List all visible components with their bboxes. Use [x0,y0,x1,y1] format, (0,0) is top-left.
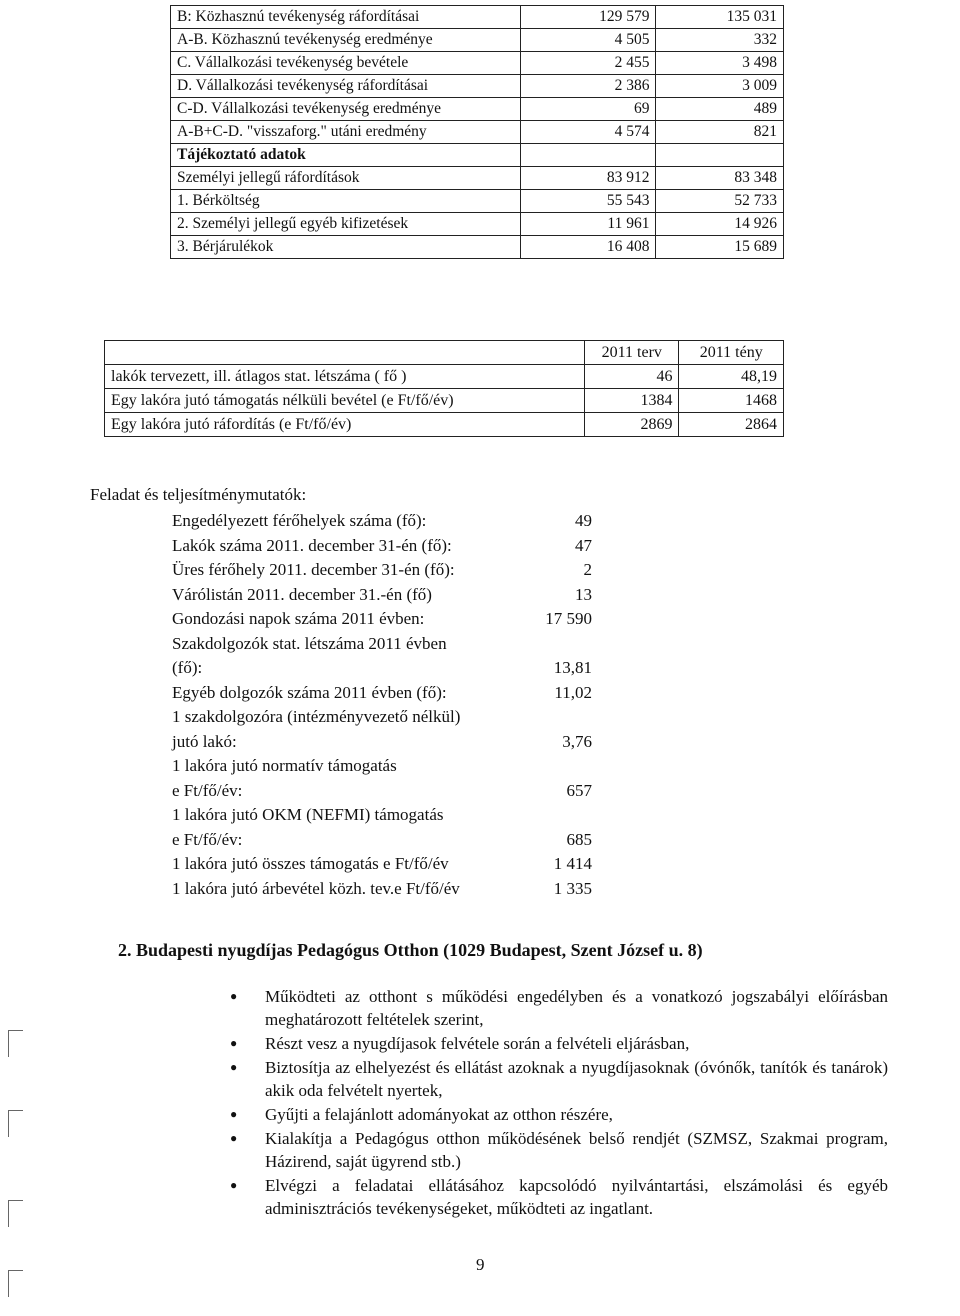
indicator-value: 1 414 [553,854,592,873]
row-label: C. Vállalkozási tevékenység bevétele [171,52,521,75]
row-label: Egy lakóra jutó támogatás nélküli bevétel (e Ft/fő/év) [105,389,585,413]
indicator-row [172,730,592,755]
indicator-value: 13,81 [553,658,592,677]
section-title: 2. Budapesti nyugdíjas Pedagógus Otthon (1029 Budapest, Szent József u. 8) [118,940,703,960]
indicator-row [172,558,592,583]
table-header-row [105,341,784,365]
cell-value: 46 [585,365,679,389]
list-item: ● Gyűjti a felajánlott adományokat az otthon részére, [230,1103,888,1126]
row-label: 2. Személyi jellegű egyéb kifizetések [171,213,521,236]
cell-value: 48,19 [679,365,784,389]
cell-value: 4 505 [520,29,656,52]
row-label: C-D. Vállalkozási tevékenység eredménye [171,98,521,121]
scan-margin-mark [8,1200,23,1227]
cell-value: 69 [520,98,656,121]
cell-value: 83 348 [656,167,784,190]
table-row [171,213,784,236]
indicator-label: Gondozási napok száma 2011 évben: [172,609,425,628]
indicator-value: 47 [575,535,592,555]
indicator-label-line: 1 szakdolgozóra (intézményvezető nélkül) [172,707,461,726]
indicator-row [172,509,592,534]
table-row [105,413,784,437]
header-empty-cell [105,341,585,365]
table-row [171,75,784,98]
cell-value: 3 498 [656,52,784,75]
page-number: 9 [476,1255,485,1274]
indicator-value: 13 [575,584,592,604]
cell-value [656,144,784,167]
table-row [171,236,784,259]
indicator-value: 2 [583,560,592,579]
table-row [171,29,784,52]
table-row [171,6,784,29]
cell-value: 16 408 [520,236,656,259]
cell-value: 4 574 [520,121,656,144]
indicator-row [172,607,592,632]
indicator-label: Üres férőhely 2011. december 31-én (fő): [172,560,455,579]
table-row [105,365,784,389]
cell-value: 135 031 [656,6,784,29]
row-label: A-B+C-D. "visszaforg." utáni eredmény [171,121,521,144]
scan-margin-mark [8,1110,23,1137]
list-item: ● Elvégzi a feladatai ellátásához kapcsolódó nyilvántartási, elszámolási és egyéb adminisztrációs tevékenységeket, működteti az ingatlant. [230,1174,888,1220]
indicator-label-line: Szakdolgozók stat. létszáma 2011 évben [172,633,447,653]
indicator-label: e Ft/fő/év: [172,829,243,849]
indicator-row [172,877,592,902]
indicator-label-line: 1 lakóra jutó normatív támogatás [172,756,397,775]
cell-value [520,144,656,167]
task-list [230,985,888,1221]
indicator-value: 1 335 [553,878,592,898]
indicator-label: 1 lakóra jutó összes támogatás e Ft/fő/év [172,854,449,873]
column-header: 2011 terv [585,341,679,365]
indicator-label: (fő): [172,658,203,677]
indicator-value: 3,76 [562,731,592,751]
cell-value: 332 [656,29,784,52]
row-label: 3. Bérjárulékok [171,236,521,259]
indicator-value: 657 [566,780,592,800]
table-row [171,121,784,144]
cell-value: 2 455 [520,52,656,75]
cell-value: 11 961 [520,213,656,236]
residents-table [104,340,784,437]
cell-value: 55 543 [520,190,656,213]
row-label: 1. Bérköltség [171,190,521,213]
indicator-value: 685 [566,829,592,849]
indicator-label: Engedélyezett férőhelyek száma (fő): [172,511,427,530]
cell-value: 15 689 [656,236,784,259]
indicators-heading: Feladat és teljesítménymutatók: [90,485,307,504]
list-item: ● Részt vesz a nyugdíjasok felvétele során a felvételi eljárásban, [230,1032,888,1055]
row-label: Egy lakóra jutó ráfordítás (e Ft/fő/év) [105,413,585,437]
indicator-label: Lakók száma 2011. december 31-én (fő): [172,535,452,555]
indicators-list [172,509,592,901]
cell-value: 489 [656,98,784,121]
indicator-label-line: 1 lakóra jutó OKM (NEFMI) támogatás [172,805,444,824]
cell-value: 3 009 [656,75,784,98]
row-label: Tájékoztató adatok [171,144,521,167]
cell-value: 1468 [679,389,784,413]
table-row [171,190,784,213]
cell-value: 2864 [679,413,784,437]
indicator-row [172,656,592,681]
indicator-label: e Ft/fő/év: [172,780,243,800]
table-row [171,167,784,190]
indicator-value: 49 [575,511,592,530]
scan-margin-mark [8,1270,23,1297]
indicator-row [172,681,592,706]
indicator-value: 11,02 [554,682,592,702]
indicator-row [172,779,592,804]
table-row [171,52,784,75]
row-label: D. Vállalkozási tevékenység ráfordításai [171,75,521,98]
list-item: ● Működteti az otthont s működési engedélyben és a vonatkozó jogszabályi előírásban meghatározott feltételek szerint, [230,985,888,1031]
financial-table [170,5,784,259]
row-label: A-B. Közhasznú tevékenység eredménye [171,29,521,52]
cell-value: 14 926 [656,213,784,236]
list-item: ● Kialakítja a Pedagógus otthon működésének belső rendjét (SZMSZ, Szakmai program, Házirend, saját ügyrend stb.) [230,1127,888,1173]
table-section-heading [171,144,784,167]
row-label: B: Közhasznú tevékenység ráfordításai [171,6,521,29]
indicator-label: jutó lakó: [172,731,237,751]
cell-value: 821 [656,121,784,144]
indicator-row [172,534,592,559]
indicator-label: 1 lakóra jutó árbevétel közh. tev.e Ft/fő/év [172,878,460,898]
cell-value: 83 912 [520,167,656,190]
table-row [105,389,784,413]
indicator-row [172,583,592,608]
list-item: ● Biztosítja az elhelyezést és ellátást azoknak a nyugdíjasoknak (óvónők, tanítók és tanárok) akik oda felvételt nyertek, [230,1056,888,1102]
scan-margin-mark [8,1030,23,1057]
cell-value: 2869 [585,413,679,437]
cell-value: 129 579 [520,6,656,29]
cell-value: 1384 [585,389,679,413]
indicator-label: Várólistán 2011. december 31.-én (fő) [172,584,432,604]
row-label: Személyi jellegű ráfordítások [171,167,521,190]
column-header: 2011 tény [679,341,784,365]
indicator-row [172,852,592,877]
row-label: lakók tervezett, ill. átlagos stat. létszáma ( fő ) [105,365,585,389]
cell-value: 2 386 [520,75,656,98]
indicator-value: 17 590 [545,609,592,628]
indicator-row [172,828,592,853]
indicator-label: Egyéb dolgozók száma 2011 évben (fő): [172,682,447,702]
table-row [171,98,784,121]
cell-value: 52 733 [656,190,784,213]
